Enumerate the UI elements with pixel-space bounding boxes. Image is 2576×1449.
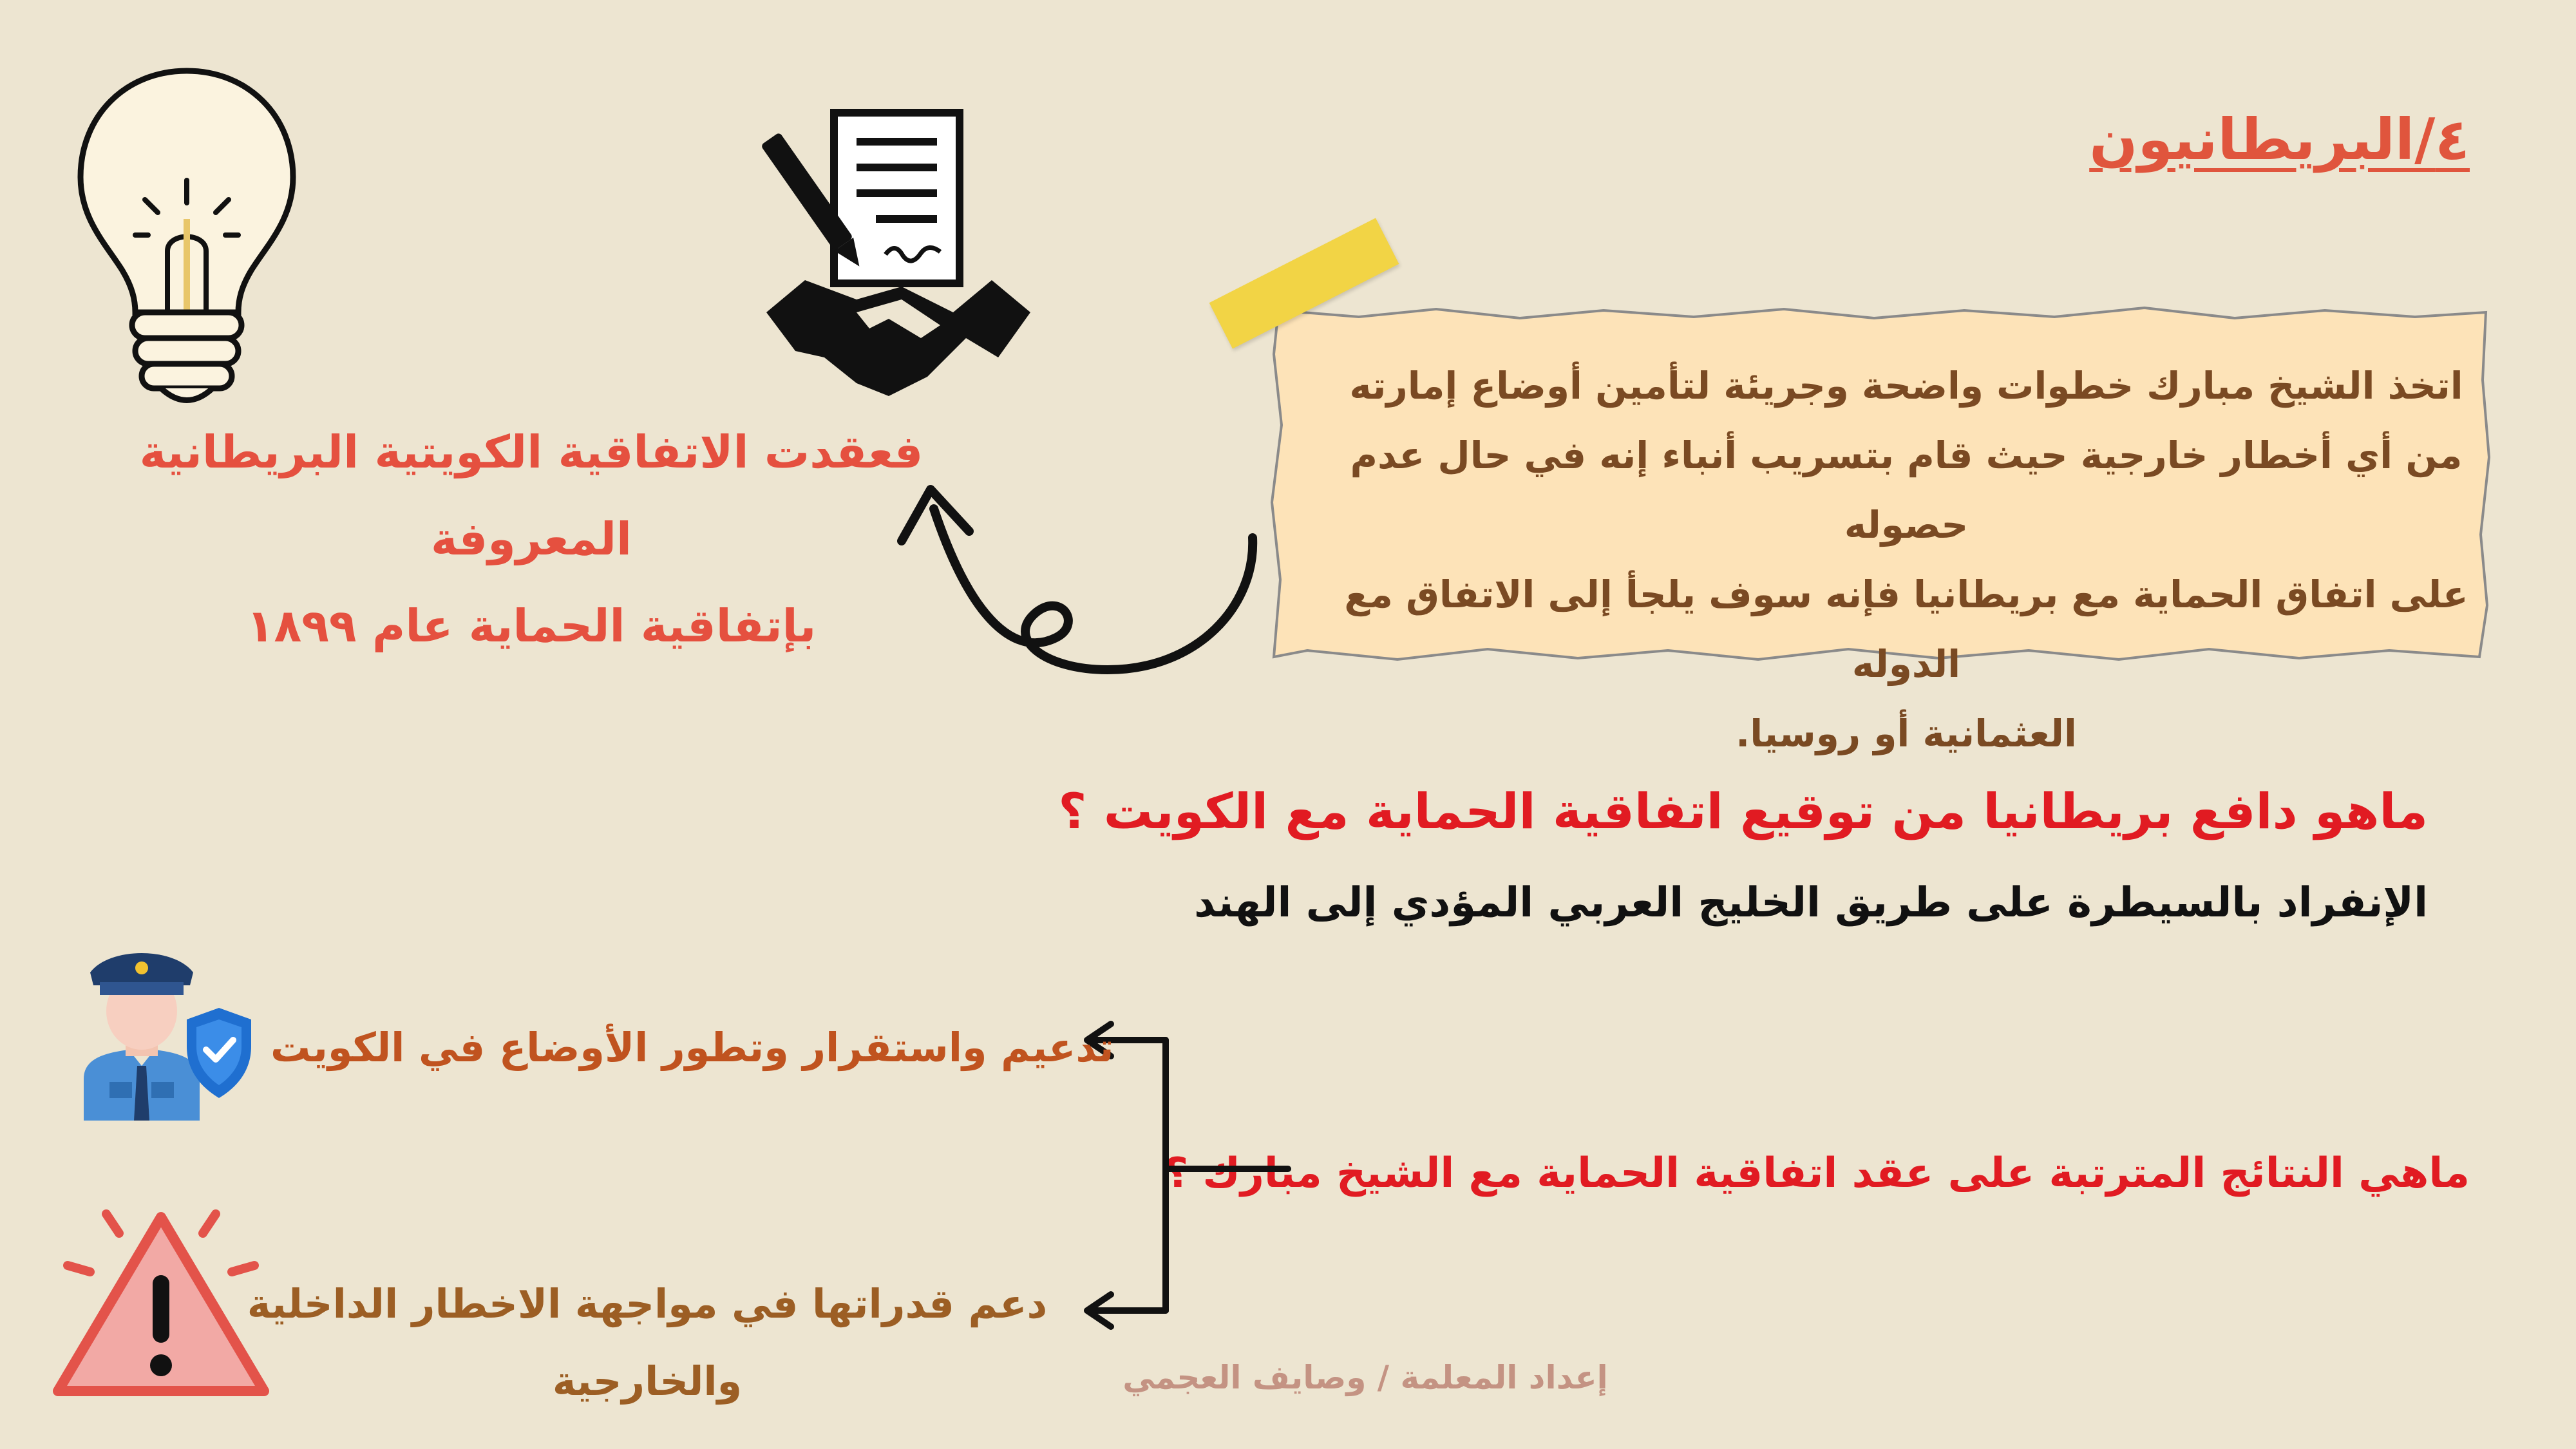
contract-handshake-icon	[760, 106, 1037, 402]
lightbulb-icon	[71, 64, 303, 412]
results-question: ماهي النتائج المترتبة على عقد اتفاقية الحماية مع الشيخ مبارك ؟	[1164, 1150, 2470, 1197]
note-text: اتخذ الشيخ مبارك خطوات واضحة وجريئة لتأمين أوضاع إمارته من أي أخطار خارجية حيث قام بتسريب أنباء إنه في حال عدم حصوله على اتفاق الحماية مع بريطانيا فإنه سوف يلجأ إلى الاتفاق مع الدوله العثمانية أو روسيا.	[1344, 364, 2468, 755]
motive-question: ماهو دافع بريطانيا من توقيع اتفاقية الحماية مع الكويت ؟	[1058, 782, 2428, 840]
agreement-text: فعقدت الاتفاقية الكويتية البريطانية المعروفة بإتفاقية الحماية عام ١٨٩٩	[139, 426, 923, 652]
motive-answer: الإنفراد بالسيطرة على طريق الخليج العربي المؤدي إلى الهند	[1194, 879, 2428, 927]
result-item-2: دعم قدراتها في مواجهة الاخطار الداخلية والخارجية	[247, 1280, 1048, 1405]
warning-icon	[48, 1204, 274, 1404]
result-item-1: تدعيم واستقرار وتطور الأوضاع في الكويت	[270, 1024, 1114, 1071]
section-title: ٤/البريطانيون	[2089, 106, 2470, 173]
police-shield-icon	[71, 943, 258, 1124]
credit-text: إعداد المعلمة / وصايف العجمي	[1122, 1359, 1608, 1396]
